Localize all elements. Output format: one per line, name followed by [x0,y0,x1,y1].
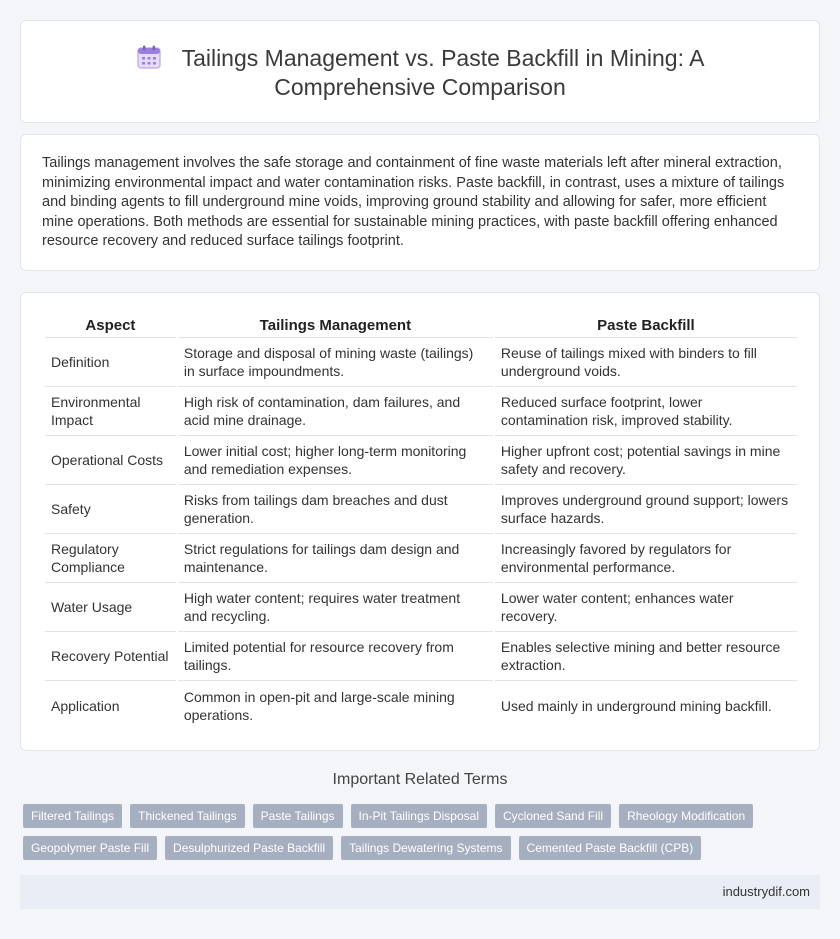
cell-paste: Reuse of tailings mixed with binders to fill underground voids. [495,338,797,387]
table-row [45,632,797,681]
table-row [45,583,797,632]
tag-filtered-tailings[interactable]: Filtered Tailings [23,804,122,828]
header-card [20,20,820,123]
cell-paste: Improves underground ground support; lowers surface hazards. [495,485,797,534]
cell-aspect: Water Usage [45,583,176,632]
table-row [45,436,797,485]
cell-aspect: Environmental Impact [45,387,176,436]
title-line-1: Tailings Management vs. Paste Backfill in Mining: A [181,45,705,71]
cell-paste: Increasingly favored by regulators for environmental performance. [495,534,797,583]
table-row [45,387,797,436]
tag-row-2 [23,836,823,860]
tag-cemented-paste-backfill[interactable]: Cemented Paste Backfill (CPB) [519,836,702,860]
cell-tailings: Strict regulations for tailings dam design and maintenance. [178,534,493,583]
cell-paste: Enables selective mining and better resource extraction. [495,632,797,681]
cell-aspect: Regulatory Compliance [45,534,176,583]
cell-tailings: High risk of contamination, dam failures, and acid mine drainage. [178,387,493,436]
calendar-icon [136,45,162,69]
table-row [45,681,797,730]
tag-tailings-dewatering[interactable]: Tailings Dewatering Systems [341,836,510,860]
tag-paste-tailings[interactable]: Paste Tailings [253,804,343,828]
header-paste-backfill: Paste Backfill [495,316,797,338]
footer [20,875,820,909]
related-terms-heading: Important Related Terms [332,771,508,788]
header-tailings-management: Tailings Management [178,316,493,338]
cell-aspect: Definition [45,338,176,387]
comparison-table [43,316,799,730]
cell-aspect: Recovery Potential [45,632,176,681]
cell-tailings: Risks from tailings dam breaches and dust generation. [178,485,493,534]
cell-tailings: Storage and disposal of mining waste (tailings) in surface impoundments. [178,338,493,387]
tag-geopolymer-paste-fill[interactable]: Geopolymer Paste Fill [23,836,157,860]
cell-paste: Used mainly in underground mining backfill. [500,697,772,714]
cell-tailings: Limited potential for resource recovery from tailings. [178,632,493,681]
cell-tailings: High water content; requires water treatment and recycling. [178,583,493,632]
table-row [45,485,797,534]
cell-paste: Higher upfront cost; potential savings in mine safety and recovery. [495,436,797,485]
tag-thickened-tailings[interactable]: Thickened Tailings [130,804,245,828]
table-header-row [45,316,797,338]
cell-aspect: Operational Costs [45,436,176,485]
intro-card [20,134,820,271]
tag-desulphurized-paste-backfill[interactable]: Desulphurized Paste Backfill [165,836,333,860]
cell-aspect: Application [51,697,120,714]
header-aspect: Aspect [45,316,176,338]
footer-site-link[interactable]: industrydif.com [722,884,810,899]
cell-tailings: Lower initial cost; higher long-term monitoring and remediation expenses. [178,436,493,485]
table-row [45,338,797,387]
cell-tailings: Common in open-pit and large-scale mining operations. [183,688,455,723]
cell-paste: Lower water content; enhances water recovery. [495,583,797,632]
tag-row-1 [23,804,823,828]
tag-in-pit-disposal[interactable]: In-Pit Tailings Disposal [351,804,488,828]
title-line-2: Comprehensive Comparison [274,74,566,100]
tag-rheology-modification[interactable]: Rheology Modification [619,804,753,828]
cell-paste: Reduced surface footprint, lower contamination risk, improved stability. [495,387,797,436]
related-terms-list [23,804,823,868]
intro-paragraph: Tailings management involves the safe storage and containment of fine waste materials left after mineral extraction, minimizing environmental impact and water contamination risks. Paste backfill, in contrast, uses a mixture of tailings and binding agents to fill underground mine voids, improving ground stability and allowing for safer, more efficient mine operations. Both methods are essential for sustainable mining practices, with paste backfill offering enhanced resource recovery and reduced surface tailings footprint. [42,155,785,249]
tag-cycloned-sand-fill[interactable]: Cycloned Sand Fill [495,804,611,828]
table-row [45,534,797,583]
cell-aspect: Safety [45,485,176,534]
page-title [21,44,819,102]
comparison-table-card [20,292,820,751]
